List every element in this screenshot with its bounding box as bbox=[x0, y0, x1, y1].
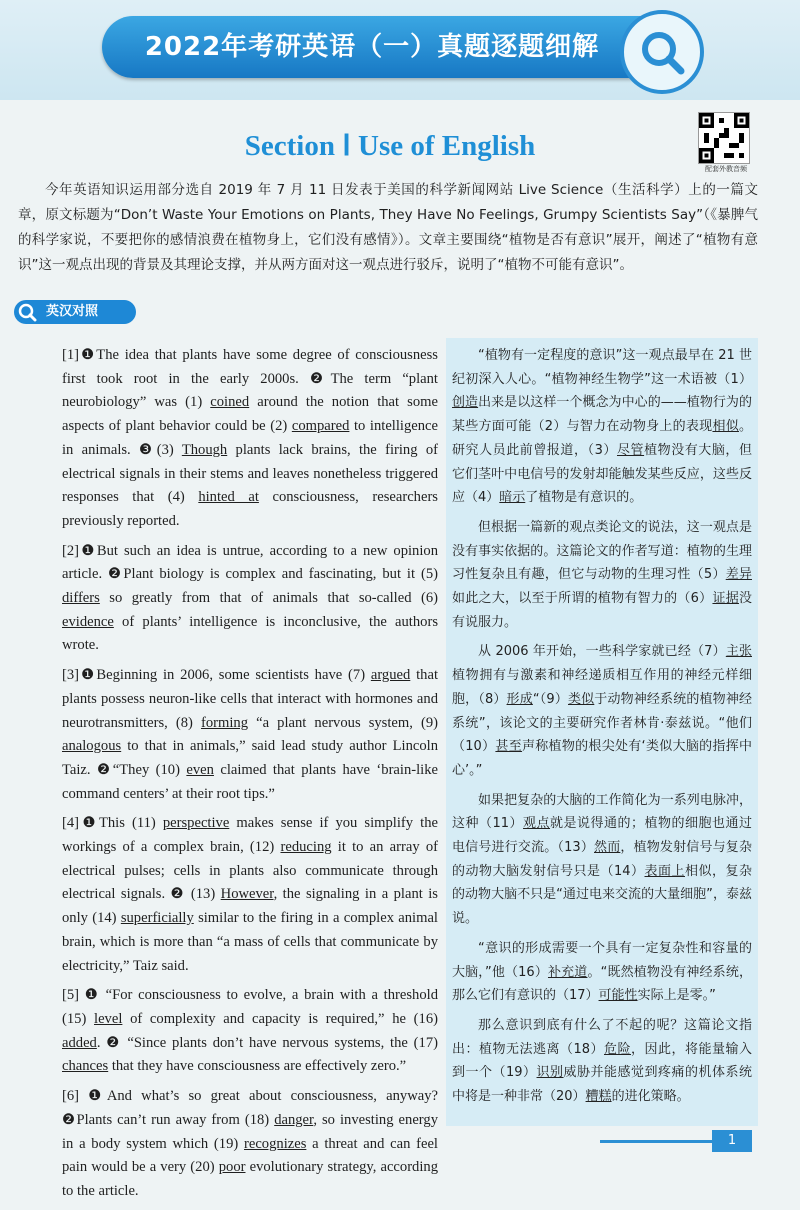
chinese-text bbox=[452, 344, 752, 1115]
text-run: 。“既然植物没有神经系统，那么它们有意识的（17） bbox=[452, 964, 752, 1004]
page-number: 1 bbox=[712, 1130, 752, 1152]
answer-word: reducing bbox=[280, 839, 332, 856]
text-run: 但根据一篇新的观点类论文的说法，这一观点是没有事实依据的。这篇论文的作者写道：植物的生理习性复杂且有趣，但它与动物的生理习性（5） bbox=[452, 519, 752, 583]
text-run: makes sense if you simplify the workings of a complex brain, (12) bbox=[62, 815, 438, 856]
text-run: 的进化策略。 bbox=[611, 1089, 690, 1105]
text-run: to intelligence in animals. ❸(3) bbox=[62, 418, 438, 458]
english-paragraph-2 bbox=[62, 540, 438, 659]
answer-word: 糟糕 bbox=[585, 1089, 612, 1105]
text-run: [5] ❶ “For consciousness to evolve, a brain with a threshold (15) bbox=[62, 987, 438, 1027]
text-run: 如此之大，以至于所谓的植物有智力的（6） bbox=[452, 591, 713, 607]
answer-word: 可能性 bbox=[598, 988, 638, 1004]
english-paragraph-1 bbox=[62, 344, 438, 534]
text-run: around the notion that some aspects of plant behavior could be (2) bbox=[62, 394, 438, 435]
answer-word: recognizes bbox=[243, 1135, 307, 1152]
answer-word: 相似 bbox=[712, 419, 739, 435]
answer-word: added bbox=[62, 1034, 97, 1051]
text-run: 植物拥有与激素和神经递质相互作用的神经元样细胞，（8） bbox=[452, 668, 752, 707]
answer-word: chances bbox=[62, 1058, 109, 1075]
text-run: evolutionary strategy, according to the article. bbox=[62, 1159, 439, 1199]
answer-word: 补充道 bbox=[547, 964, 588, 980]
english-text bbox=[62, 344, 438, 1210]
text-run: consciousness, researchers previously reported. bbox=[62, 489, 438, 529]
answer-word: 主张 bbox=[725, 644, 752, 660]
english-paragraph-4 bbox=[62, 812, 438, 978]
search-icon bbox=[638, 28, 686, 76]
chinese-paragraph-2 bbox=[452, 516, 752, 635]
qr-caption: 配套外教音频 bbox=[705, 165, 747, 173]
text-run: 。研究人员此前曾报道，（3） bbox=[452, 419, 752, 458]
text-run: [1]❶The idea that plants have some degree of consciousness first took root in the early 2000s. ❷The term “plant neurobiology” was (1) bbox=[62, 347, 438, 411]
answer-word: 差异 bbox=[725, 567, 752, 583]
answer-word: hinted at bbox=[198, 489, 259, 506]
text-run: plants lack brains, the firing of electrical signals in their stems and leaves nonetheless triggered responses that (4) bbox=[62, 441, 438, 506]
answer-word: level bbox=[94, 1010, 123, 1027]
text-run: that they have consciousness are effectively zero.” bbox=[108, 1058, 407, 1075]
text-run: a threat and can feel pain would be a very (20) bbox=[62, 1135, 438, 1176]
answer-word: 暗示 bbox=[499, 490, 526, 506]
qr-code[interactable] bbox=[698, 112, 750, 164]
search-badge bbox=[620, 10, 704, 94]
text-run: 植物没有大脑，但它们茎叶中电信号的发射却能触发某些反应，这些反应（4） bbox=[452, 442, 752, 506]
search-icon bbox=[17, 302, 37, 322]
text-run: 实际上是零。” bbox=[637, 988, 716, 1004]
answer-word: Though bbox=[181, 441, 228, 458]
answer-word: forming bbox=[200, 714, 249, 731]
answer-word: 类似 bbox=[567, 691, 595, 707]
answer-word: However bbox=[220, 886, 274, 903]
chinese-paragraph-3 bbox=[452, 640, 752, 782]
text-run: 声称植物的根尖处有‘类似大脑的指挥中心’。” bbox=[452, 739, 752, 778]
text-run: so greatly from that of animals that so-called (6) bbox=[99, 590, 438, 607]
answer-word: 表面上 bbox=[644, 863, 685, 879]
answer-word: 识别 bbox=[536, 1065, 564, 1081]
answer-word: differs bbox=[62, 590, 100, 607]
text-run: . ❷ “Since plants don’t have nervous systems, the (17) bbox=[96, 1034, 438, 1051]
text-run: “a plant nervous system, (9) bbox=[248, 714, 438, 731]
text-run: [4]❶This (11) bbox=[62, 815, 163, 832]
section-tag bbox=[14, 300, 136, 324]
english-paragraph-5 bbox=[62, 984, 438, 1079]
text-run: “意识的形成需要一个具有一定复杂性和容量的大脑，”他（16） bbox=[452, 940, 752, 980]
english-paragraph-6 bbox=[62, 1085, 438, 1204]
answer-word: even bbox=[186, 761, 214, 778]
answer-word: perspective bbox=[162, 815, 230, 832]
text-run: to that in animals,” said lead study author Lincoln Taiz. ❷“They (10) bbox=[62, 738, 438, 778]
text-run: [2]❶But such an idea is untrue, according to a new opinion article. ❷Plant biology is complex and fascinating, but it (5) bbox=[62, 542, 438, 583]
chinese-paragraph-4 bbox=[452, 789, 752, 931]
page-number-bar bbox=[600, 1140, 712, 1143]
text-run: similar to the firing in a complex animal brain, which is more than “a mass of cells that communicate by electricity,” Taiz said. bbox=[62, 910, 438, 974]
answer-word: coined bbox=[210, 394, 250, 411]
text-run: 从 2006 年开始，一些科学家就已经（7） bbox=[478, 644, 726, 660]
text-run: “（9） bbox=[532, 691, 568, 707]
text-run: 如果把复杂的大脑的工作简化为一系列电脉冲，这种（11） bbox=[452, 792, 752, 832]
text-run: 威胁并能感觉到疼痛的机体系统中将是一种非常（20） bbox=[452, 1065, 752, 1105]
answer-word: 尽管 bbox=[616, 442, 645, 458]
answer-word: 然而 bbox=[594, 840, 621, 856]
answer-word: 观点 bbox=[523, 816, 551, 832]
header-band bbox=[0, 0, 800, 100]
qr-code-icon bbox=[699, 113, 749, 163]
text-run: ，因此，将能量输入到一个（19） bbox=[452, 1041, 752, 1081]
text-run: 没有说服力。 bbox=[452, 591, 752, 630]
text-run: 于动物神经系统的植物神经系统”，该论文的主要研究作者林肯·泰兹说。“他们（10） bbox=[452, 691, 752, 755]
text-run: of complexity and capacity is required,” he (16) bbox=[122, 1010, 438, 1027]
text-run: 相似，复杂的动物大脑不只是“通过电来交流的大量细胞”，泰兹说。 bbox=[452, 863, 752, 927]
text-run: , so investing energy in a body system which (19) bbox=[62, 1111, 438, 1152]
text-run: 出来是以这样一个概念为中心的——植物行为的某些方面可能（2）与智力在动物身上的表现 bbox=[452, 395, 752, 435]
text-run: 就是说得通的；植物的细胞也通过电信号进行交流。（13） bbox=[452, 816, 752, 856]
answer-word: argued bbox=[370, 667, 411, 684]
chinese-paragraph-1 bbox=[452, 344, 752, 510]
intro-paragraph: 今年英语知识运用部分选自 2019 年 7 月 11 日发表于美国的科学新闻网站 Live Science（生活科学）上的一篇文章，原文标题为“Don’t Waste Your Emotions on Plants, They Have No Feelings, Grumpy Scientists Say”（《暴脾气的科学家说，不要把你的感情浪费在植物身上，它们没有感情》）。文章主要围绕“植物是否有意识”展开，阐述了“植物有意识”这一观点出现的背景及其理论支撑，并从两方面对这一观点进行驳斥，说明了“植物不可能有意识”。 bbox=[18, 182, 758, 273]
answer-word: poor bbox=[218, 1159, 246, 1176]
answer-word: 形成 bbox=[506, 691, 533, 707]
answer-word: analogous bbox=[62, 738, 122, 755]
text-run: [3]❶Beginning in 2006, some scientists have (7) bbox=[62, 667, 371, 684]
chinese-paragraph-6 bbox=[452, 1014, 752, 1109]
answer-word: danger bbox=[274, 1111, 314, 1128]
answer-word: superficially bbox=[120, 910, 194, 927]
text-run: claimed that plants have ‘brain-like command centers’ at their root tips.” bbox=[62, 761, 439, 802]
text-run: , the signaling in a plant is only (14) bbox=[62, 886, 438, 927]
text-run: 那么意识到底有什么了不起的呢？这篇论文指出：植物无法逃离（18） bbox=[452, 1017, 752, 1057]
section-title: Section Ⅰ Use of English bbox=[244, 130, 536, 162]
section-tag-label: 英汉对照 bbox=[46, 304, 99, 319]
title-banner bbox=[102, 16, 672, 78]
text-run: that plants possess neuron-like cells that interact with hormones and neurotransmitters, (8) bbox=[62, 667, 438, 731]
answer-word: 证据 bbox=[712, 591, 739, 607]
text-run: [6] ❶And what’s so great about consciousness, anyway? ❷Plants can’t run away from (18) bbox=[62, 1088, 438, 1128]
answer-word: 危险 bbox=[604, 1041, 632, 1057]
text-run: it to an array of electrical pulses; cells in plants also communicate through electrical signals. ❷ (13) bbox=[62, 839, 439, 903]
answer-word: evidence bbox=[62, 613, 114, 630]
text-run: ，植物发射信号与复杂的动物大脑发射信号只是（14） bbox=[452, 840, 752, 879]
text-run: “植物有一定程度的意识”这一观点最早在 21 世纪初深入人心。“植物神经生物学”这一术语被（1） bbox=[452, 348, 752, 387]
answer-word: compared bbox=[291, 418, 350, 435]
english-paragraph-3 bbox=[62, 664, 438, 806]
answer-word: 创造 bbox=[452, 395, 479, 411]
text-run: 了植物是有意识的。 bbox=[525, 490, 643, 506]
page-title: 2022年考研英语（一）真题逐题细解 bbox=[144, 32, 600, 62]
answer-word: 甚至 bbox=[495, 739, 522, 755]
text-run: of plants’ intelligence is inconclusive, the authors wrote. bbox=[62, 613, 438, 654]
chinese-paragraph-5 bbox=[452, 937, 752, 1008]
